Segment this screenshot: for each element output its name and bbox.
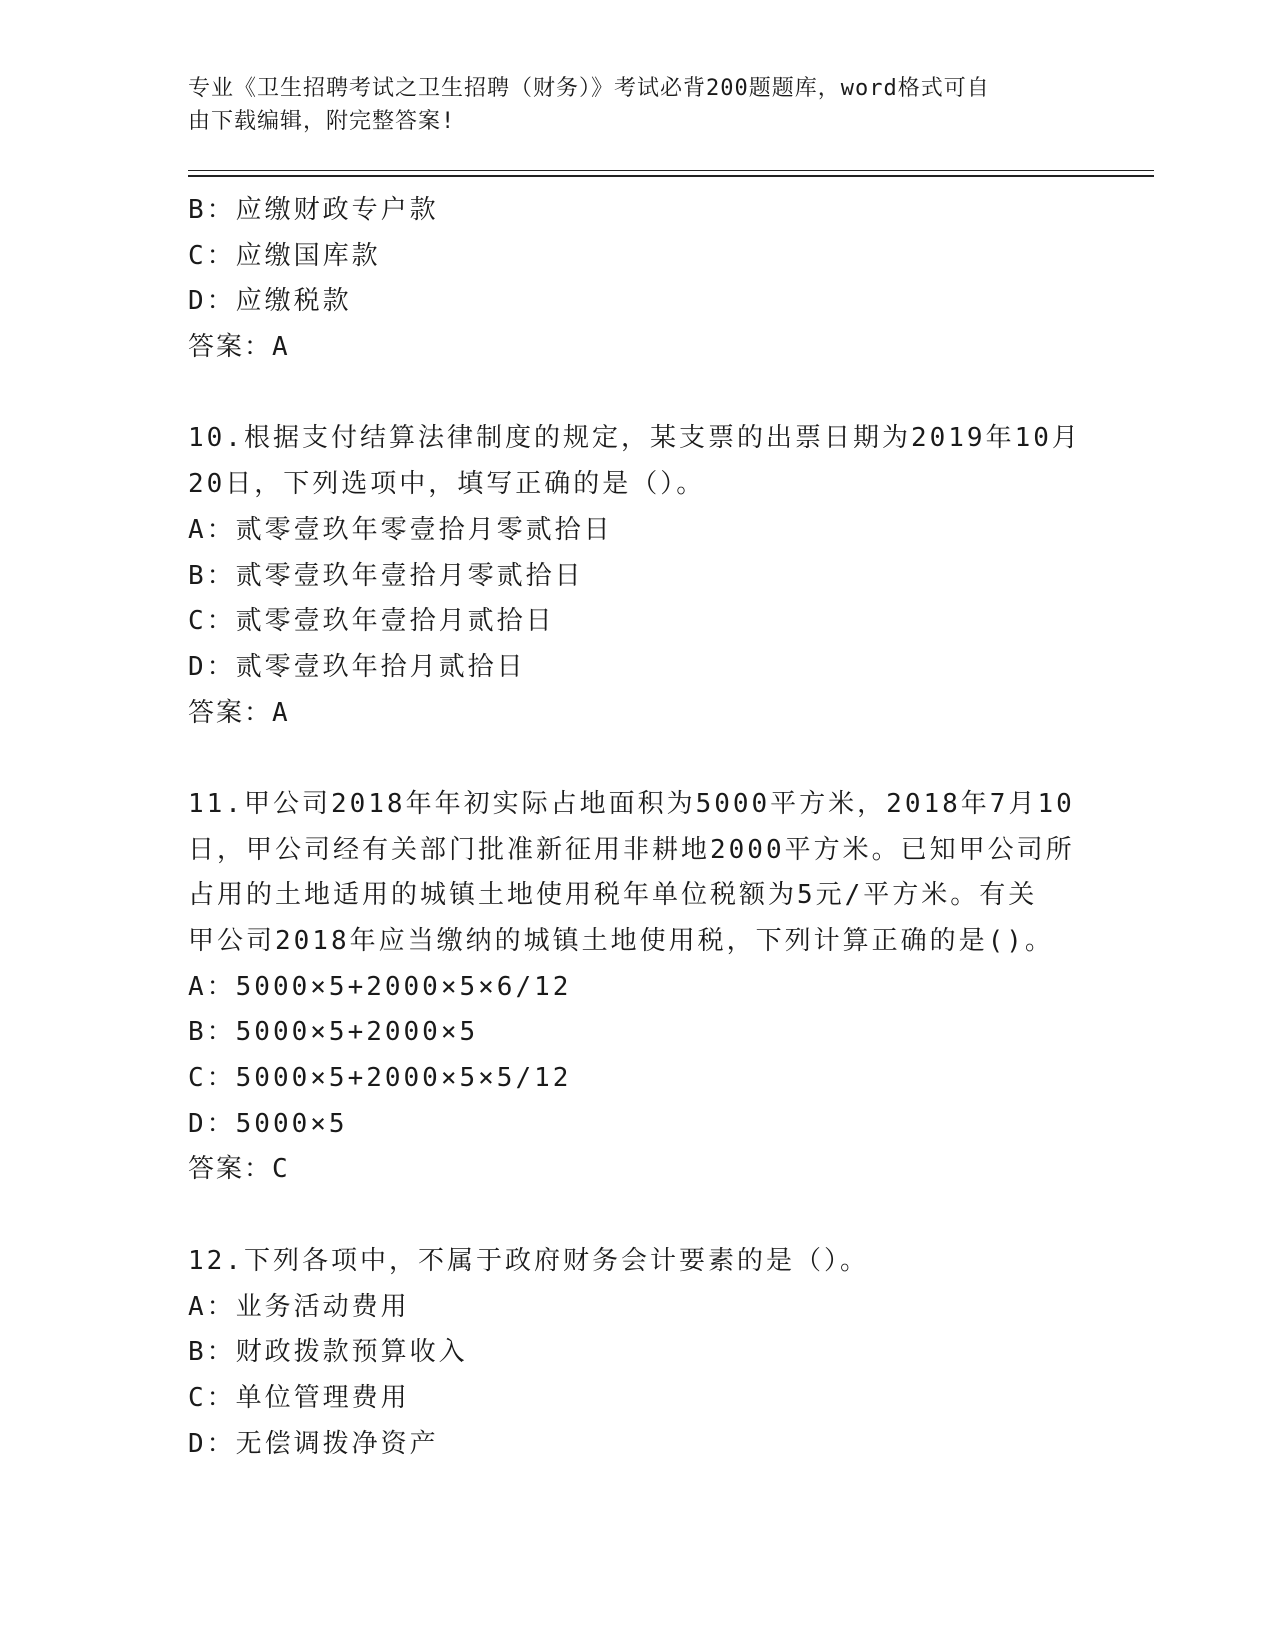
option-d: D：贰零壹玖年拾月贰拾日 <box>188 651 526 682</box>
question-12 <box>188 1239 1088 1467</box>
option-a: A：5000×5+2000×5×6/12 <box>188 971 572 1002</box>
option-b: B：财政拨款预算收入 <box>188 1337 468 1368</box>
header-line-1: 专业《卫生招聘考试之卫生招聘（财务）》考试必背200题题库，word格式可自 <box>188 76 990 101</box>
spacer <box>188 371 1088 417</box>
option-d: D：应缴税款 <box>188 286 352 317</box>
header-rule-thin <box>188 170 1154 171</box>
question-list <box>188 188 1088 1467</box>
spacer <box>188 736 1088 782</box>
answer: 答案：A <box>188 697 290 728</box>
question-stem: 甲公司2018年应当缴纳的城镇土地使用税，下列计算正确的是()。 <box>188 926 1054 956</box>
option-c: C：单位管理费用 <box>188 1382 410 1413</box>
answer: 答案：C <box>188 1154 290 1185</box>
option-c: C：贰零壹玖年壹拾月贰拾日 <box>188 606 555 637</box>
question-stem: 10.根据支付结算法律制度的规定，某支票的出票日期为2019年10月 <box>188 423 1081 454</box>
option-c: C：应缴国库款 <box>188 240 381 271</box>
option-b: B：贰零壹玖年壹拾月零贰拾日 <box>188 560 584 591</box>
option-c: C：5000×5+2000×5×5/12 <box>188 1063 572 1094</box>
option-a: A：贰零壹玖年零壹拾月零贰拾日 <box>188 514 613 545</box>
question-stem: 11.甲公司2018年年初实际占地面积为5000平方米，2018年7月10 <box>188 788 1075 819</box>
header-rule-thick <box>188 175 1154 177</box>
spacer <box>188 1193 1088 1239</box>
question-stem: 12.下列各项中，不属于政府财务会计要素的是（）。 <box>188 1245 869 1276</box>
header-line-2: 由下载编辑，附完整答案! <box>188 109 456 134</box>
option-b: B：5000×5+2000×5 <box>188 1017 479 1048</box>
question-10 <box>188 416 1088 736</box>
document-header <box>188 72 1068 138</box>
option-b: B：应缴财政专户款 <box>188 195 439 225</box>
option-d: D：无偿调拨净资产 <box>188 1428 439 1459</box>
option-d: D：5000×5 <box>188 1108 348 1139</box>
question-stem: 占用的土地适用的城镇土地使用税年单位税额为5元/平方米。有关 <box>188 880 1038 911</box>
question-11 <box>188 782 1088 1193</box>
question-9-continued <box>188 188 1088 371</box>
question-stem: 20日，下列选项中，填写正确的是（）。 <box>188 469 706 500</box>
question-stem: 日，甲公司经有关部门批准新征用非耕地2000平方米。已知甲公司所 <box>188 834 1075 865</box>
option-a: A：业务活动费用 <box>188 1291 410 1322</box>
answer: 答案：A <box>188 332 290 363</box>
